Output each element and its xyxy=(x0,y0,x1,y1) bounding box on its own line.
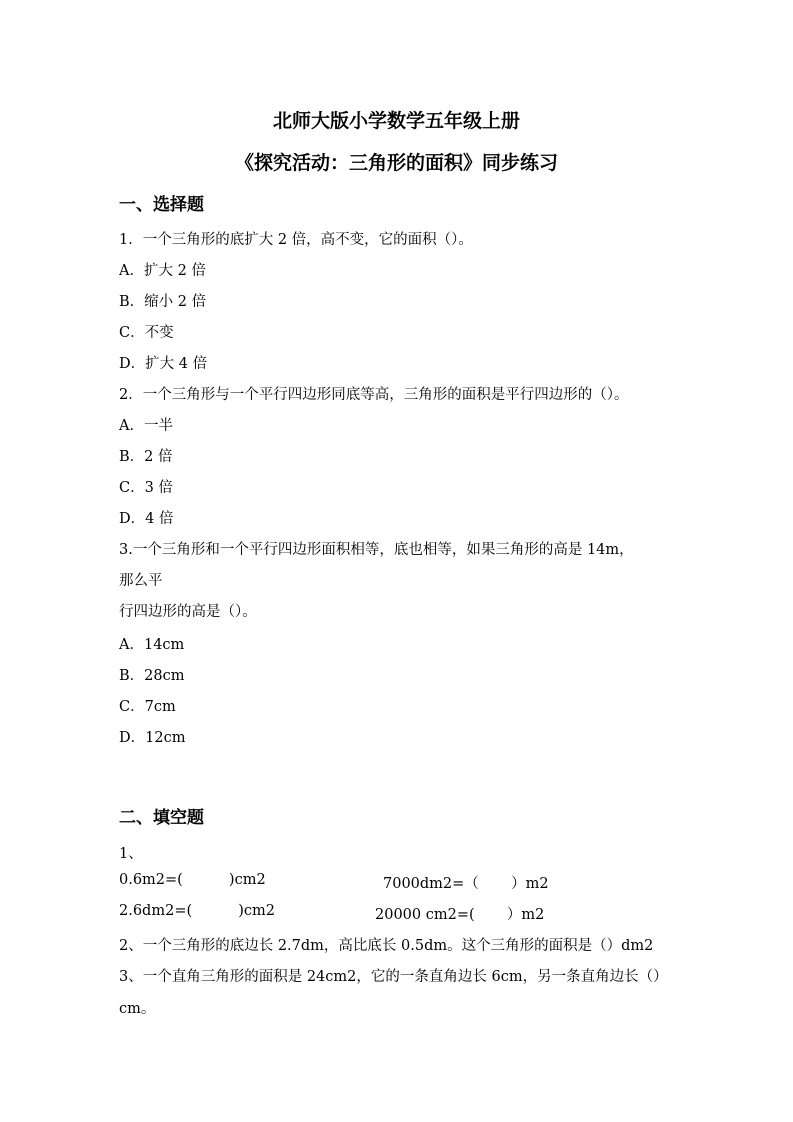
document-title: 北师大版小学数学五年级上册 xyxy=(272,110,520,132)
question-1-stem: 1．一个三角形的底扩大 2 倍，高不变，它的面积（）。 xyxy=(119,232,473,248)
question-2-option-b: B．2 倍 xyxy=(119,449,173,465)
question-1-option-a: A．扩大 2 倍 xyxy=(119,263,206,279)
question-1-option-b: B．缩小 2 倍 xyxy=(119,294,207,310)
question-3-stem-line1: 3.一个三角形和一个平行四边形面积相等，底也相等，如果三角形的高是 14m， xyxy=(119,542,634,558)
question-3-option-a: A．14cm xyxy=(119,637,185,653)
fill-question-1-row-2 xyxy=(119,903,679,923)
section-heading-fill-blank: 二、填空题 xyxy=(119,808,204,828)
conversion-blank-right: 20000 cm2=( ）m2 xyxy=(375,907,545,923)
fill-question-3-line2: cm。 xyxy=(119,1001,156,1017)
question-2-option-c: C．3 倍 xyxy=(119,480,173,496)
conversion-blank-left: 0.6m2=( )cm2 xyxy=(119,872,266,888)
fill-question-1-label: 1、 xyxy=(119,846,143,862)
question-3-stem-line2: 那么平 xyxy=(119,573,163,589)
question-2-option-d: D．4 倍 xyxy=(119,511,174,527)
section-heading-choice: 一、选择题 xyxy=(119,195,204,215)
question-3-option-b: B．28cm xyxy=(119,668,185,684)
fill-question-1-row-1 xyxy=(119,872,679,892)
question-2-option-a: A．一半 xyxy=(119,418,173,434)
conversion-blank-left: 2.6dm2=( )cm2 xyxy=(119,903,275,919)
question-1-option-c: C．不变 xyxy=(119,325,174,341)
fill-question-2: 2、一个三角形的底边长 2.7dm，高比底长 0.5dm。这个三角形的面积是（）dm2 xyxy=(119,938,654,954)
question-3-option-c: C．7cm xyxy=(119,699,176,715)
question-2-stem: 2．一个三角形与一个平行四边形同底等高，三角形的面积是平行四边形的（）。 xyxy=(119,387,629,403)
question-3-option-d: D．12cm xyxy=(119,730,186,746)
fill-question-3-line1: 3、一个直角三角形的面积是 24cm2，它的一条直角边长 6cm，另一条直角边长（） xyxy=(119,969,668,985)
question-1-option-d: D．扩大 4 倍 xyxy=(119,356,208,372)
conversion-blank-right: 7000dm2=（ ）m2 xyxy=(383,876,549,892)
document-subtitle: 《探究活动：三角形的面积》同步练习 xyxy=(234,152,558,174)
question-3-stem-line3: 行四边形的高是（）。 xyxy=(119,604,257,620)
